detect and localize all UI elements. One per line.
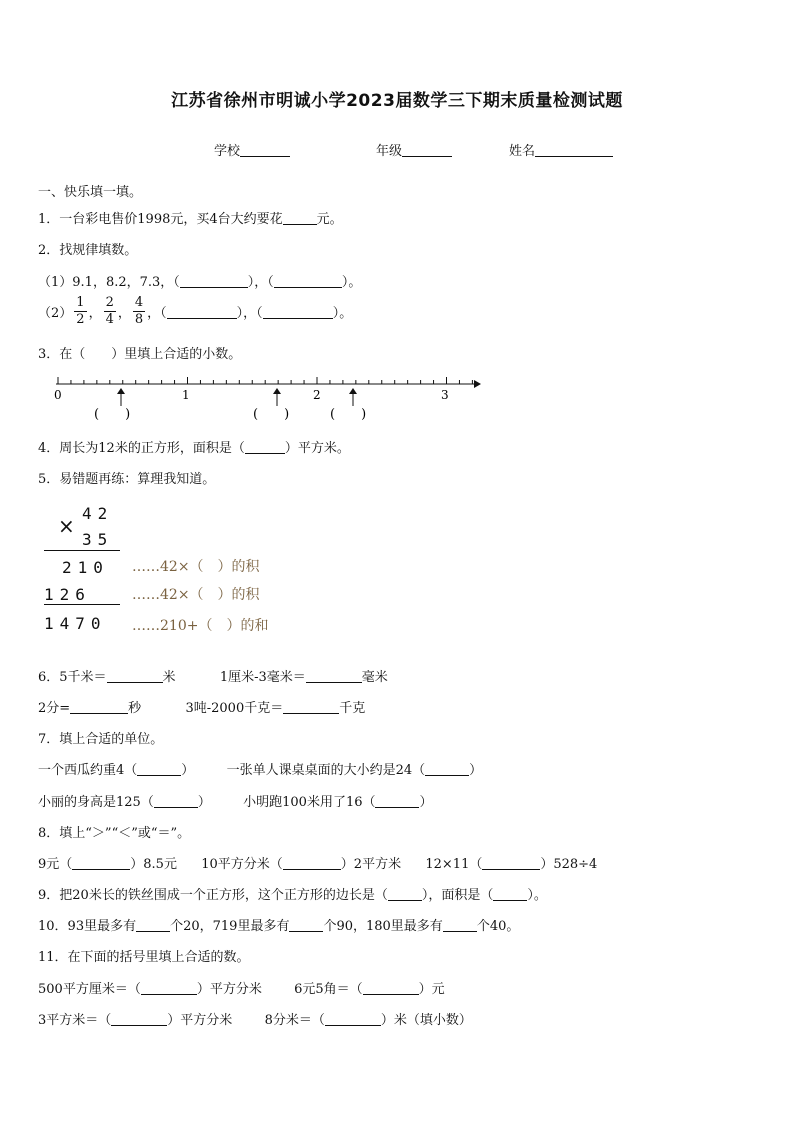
question-8-row [38, 853, 597, 872]
note-3: ……210+（ ）的和 [132, 618, 269, 634]
q6-c-blank[interactable] [70, 699, 128, 714]
question-7-row-2 [38, 791, 433, 810]
fraction-2: $\frac{2}{4}$ [105, 295, 114, 327]
name-field [509, 140, 613, 159]
question-3-title: 3．在（ ）里填上合适的小数。 [38, 347, 242, 362]
q8-a-left: 9元（ [38, 857, 73, 872]
q2-2-open: ，（ [147, 306, 167, 321]
q10-blank-3[interactable] [443, 917, 477, 932]
q11-c-unit: ）平方分米 [167, 1013, 233, 1028]
question-2-line-2 [38, 295, 352, 328]
q2-2-mid: ），（ [236, 306, 263, 321]
q1-text: 1．一台彩电售价1998元，买4台大约要花 [38, 212, 283, 227]
question-8-title: 8．填上“＞”“＜”或“＝”。 [38, 826, 191, 841]
tick-label-2: 2 [313, 388, 321, 402]
q10-blank-2[interactable] [289, 917, 323, 932]
answer-paren-3[interactable]: ( ) [330, 407, 367, 422]
q8-b-left: 10平方分米（ [201, 857, 283, 872]
section-heading: 一、快乐填一填。 [38, 185, 143, 200]
answer-paren-1[interactable]: ( ) [94, 407, 131, 422]
q7-d-close: ） [419, 795, 433, 810]
axis-arrow-icon [474, 380, 481, 388]
q10-blank-1[interactable] [136, 917, 170, 932]
q11-d-text: 8分米＝（ [264, 1013, 325, 1028]
q7-a-close: ） [181, 763, 195, 778]
q11-c-blank[interactable] [111, 1012, 167, 1026]
question-5-title: 5．易错题再练：算理我知道。 [38, 472, 216, 487]
q8-b-blank[interactable] [283, 856, 341, 870]
q6-d-blank[interactable] [283, 699, 339, 714]
partial-product-1: 210 [62, 558, 109, 577]
tick-label-3: 3 [441, 388, 449, 402]
q9-mid: ），面积是（ [421, 888, 494, 903]
up-arrow-icon [349, 388, 357, 406]
q4-unit: ）平方米。 [284, 441, 350, 456]
q6-a-text: 6．5千米＝ [38, 670, 107, 685]
q9-close: ）。 [527, 888, 547, 903]
q7-d-text: 小明跑100米用了16（ [243, 795, 376, 810]
q7-d-blank[interactable] [375, 794, 419, 808]
final-product: 1470 [44, 614, 107, 633]
q10-d: 个40。 [476, 919, 520, 934]
question-1 [38, 208, 343, 227]
fraction-3: $\frac{4}{8}$ [134, 295, 144, 327]
q10-b: 个20，719里最多有 [170, 919, 290, 934]
question-11-row-2 [38, 1009, 472, 1028]
q11-b-blank[interactable] [363, 981, 419, 995]
q7-c-blank[interactable] [154, 794, 198, 808]
question-7-title: 7．填上合适的单位。 [38, 732, 164, 747]
question-11-row-1 [38, 978, 445, 997]
school-field [214, 140, 290, 159]
grade-field [376, 140, 452, 159]
q11-a-unit: ）平方分米 [196, 982, 262, 997]
q7-a-text: 一个西瓜约重4（ [38, 763, 138, 778]
question-7-row-1 [38, 759, 482, 778]
q11-a-text: 500平方厘米＝（ [38, 982, 141, 997]
rule-line-1 [44, 550, 120, 551]
q2-1-blank-1[interactable] [180, 274, 248, 288]
q6-c-unit: 秒 [128, 701, 142, 716]
rule-line-2 [44, 604, 120, 605]
q8-b-right: ）2平方米 [340, 857, 402, 872]
question-10 [38, 915, 519, 934]
q2-1-blank-2[interactable] [274, 274, 342, 288]
q6-a-blank[interactable] [107, 668, 163, 683]
note-2: ……42×（ ）的积 [132, 587, 260, 603]
question-9 [38, 884, 547, 903]
partial-product-2: 126 [44, 585, 91, 604]
q9-blank-2[interactable] [493, 887, 527, 901]
q2-2-sep-1: ， [88, 306, 102, 321]
multiplier: 35 [82, 530, 114, 549]
q11-d-blank[interactable] [325, 1012, 381, 1026]
q6-b-text: 1厘米-3毫米＝ [219, 670, 306, 685]
q8-a-blank[interactable] [72, 856, 130, 870]
q11-a-blank[interactable] [141, 981, 197, 995]
q9-blank-1[interactable] [388, 887, 422, 901]
note-1: ……42×（ ）的积 [132, 559, 260, 575]
q7-b-text: 一张单人课桌桌面的大小约是24（ [226, 763, 426, 778]
q2-1-sequence: （1）9.1，8.2，7.3，（ [38, 275, 180, 290]
page-title: 江苏省徐州市明诚小学2023届数学三下期末质量检测试题 [171, 91, 623, 111]
q1-unit: 元。 [316, 212, 343, 227]
q10-a: 10．93里最多有 [38, 919, 137, 934]
question-4 [38, 437, 350, 456]
q2-2-label: （2） [38, 306, 73, 321]
school-label: 学校 [214, 144, 241, 159]
q7-b-blank[interactable] [425, 762, 469, 776]
q7-b-close: ） [469, 763, 483, 778]
q6-b-unit: 毫米 [361, 670, 388, 685]
q11-b-text: 6元5角＝（ [294, 982, 363, 997]
q6-d-text: 3吨-2000千克＝ [185, 701, 284, 716]
q2-2-blank-2[interactable] [263, 305, 333, 319]
q1-blank[interactable] [283, 210, 317, 225]
q4-blank[interactable] [245, 440, 285, 454]
question-6-row-2 [38, 697, 365, 716]
q2-1-close: ）。 [341, 275, 362, 290]
q2-2-sep-2: ， [117, 306, 131, 321]
name-label: 姓名 [509, 144, 536, 159]
q7-c-text: 小丽的身高是125（ [38, 795, 154, 810]
q2-2-blank-1[interactable] [167, 305, 237, 319]
q2-1-sep: ），（ [247, 275, 274, 290]
vertical-multiplication [40, 500, 340, 650]
school-blank[interactable] [240, 142, 290, 157]
up-arrow-icon [117, 388, 125, 406]
q8-c-left: 12×11（ [425, 857, 483, 872]
q4-text: 4．周长为12米的正方形，面积是（ [38, 441, 245, 456]
q11-d-unit: ）米（填小数） [380, 1013, 472, 1028]
q8-c-blank[interactable] [482, 856, 540, 870]
question-11-title: 11．在下面的括号里填上合适的数。 [38, 950, 250, 965]
grade-blank[interactable] [402, 142, 452, 157]
name-blank[interactable] [535, 142, 613, 157]
fraction-1: $\frac{1}{2}$ [76, 295, 85, 327]
q11-c-text: 3平方米＝（ [38, 1013, 112, 1028]
q6-a-unit: 米 [162, 670, 176, 685]
q8-a-right: ）8.5元 [130, 857, 177, 872]
times-icon: × [58, 514, 75, 538]
q2-2-close: ）。 [332, 306, 353, 321]
q7-a-blank[interactable] [137, 762, 181, 776]
multiplicand: 42 [82, 504, 114, 523]
q6-c-text: 2分= [38, 701, 71, 716]
question-2-title: 2．找规律填数。 [38, 243, 138, 258]
question-6-row-1 [38, 666, 388, 685]
number-line [0, 372, 794, 432]
up-arrow-icon [273, 388, 281, 406]
q11-b-unit: ）元 [418, 982, 445, 997]
grade-label: 年级 [376, 144, 403, 159]
tick-label-1: 1 [182, 388, 190, 402]
question-2-line-1 [38, 271, 361, 290]
q9-text: 9．把20米长的铁丝围成一个正方形，这个正方形的边长是（ [38, 888, 388, 903]
q8-c-right: ）528÷4 [540, 857, 598, 872]
q6-d-unit: 千克 [339, 701, 366, 716]
q7-c-close: ） [197, 795, 211, 810]
q6-b-blank[interactable] [306, 668, 362, 683]
answer-paren-2[interactable]: ( ) [253, 407, 290, 422]
q10-c: 个90，180里最多有 [323, 919, 443, 934]
tick-label-0: 0 [54, 388, 62, 402]
